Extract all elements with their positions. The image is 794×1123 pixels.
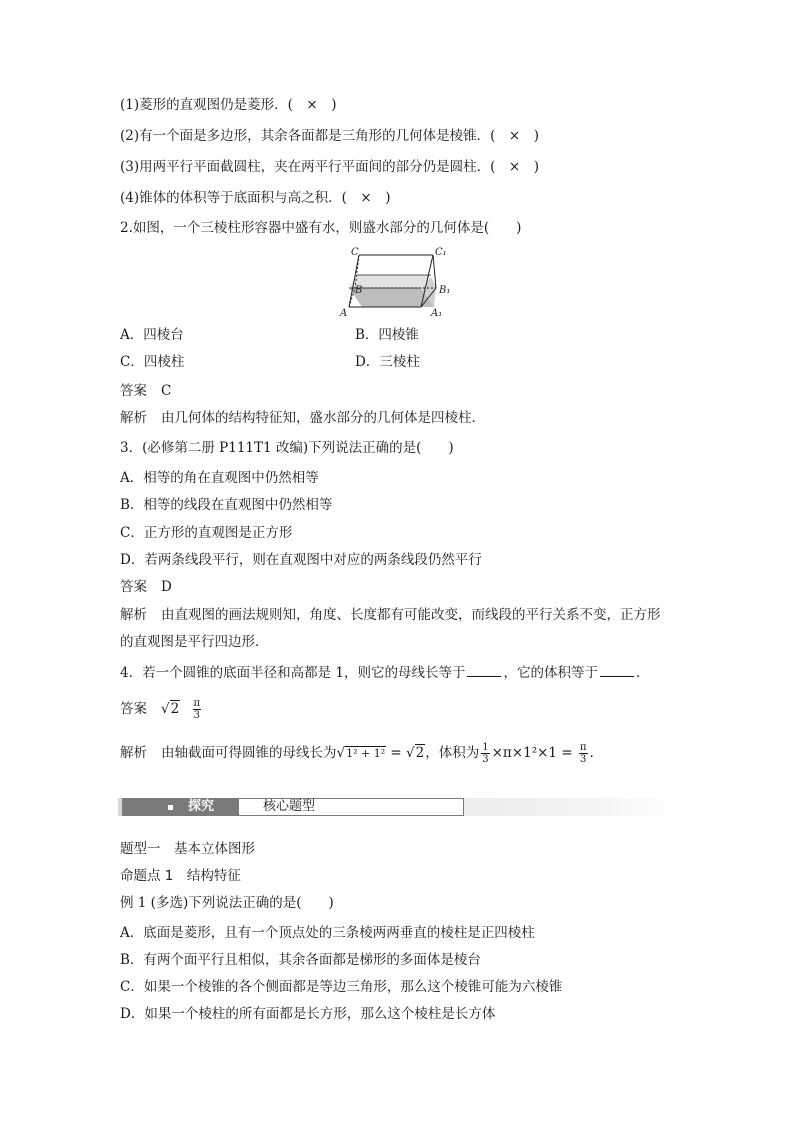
label-a: A — [340, 308, 348, 319]
q2-analysis-line — [120, 409, 485, 427]
q4-analysis-c: ×π×1²×1 = — [491, 745, 577, 761]
example-option-d: D．如果一个棱柱的所有面都是长方形，那么这个棱柱是长方体 — [120, 1006, 496, 1022]
q2-stem: 2.如图，一个三棱柱形容器中盛有水，则盛水部分的几何体是( ) — [120, 220, 522, 236]
q4-frac-2: $\frac{\pi}{3}$ — [579, 742, 587, 765]
q2-analysis: 由几何体的结构特征知，盛水部分的几何体是四棱柱． — [161, 410, 485, 426]
q4-analysis-b: ，体积为 — [425, 745, 480, 761]
q4-answer-1: √2 — [161, 701, 180, 717]
judgement-item-4: (4)锥体的体积等于底面积与高之积．( × ) — [120, 190, 391, 206]
q2-option-b: B．四棱锥 — [355, 327, 419, 343]
q3-option-b: B．相等的线段在直观图中仍然相等 — [120, 497, 333, 513]
q3-analysis-1: 由直观图的画法规则知，角度、长度都有可能改变，而线段的平行关系不变，正方形 — [161, 607, 661, 623]
q4-blank-2 — [600, 664, 634, 677]
q2-answer: C — [161, 383, 172, 399]
label-a1: A₁ — [431, 308, 443, 319]
label-b: B — [355, 285, 363, 296]
label-c: C — [351, 247, 359, 258]
q3-option-c: C．正方形的直观图是正方形 — [120, 525, 293, 541]
q2-option-a: A．四棱台 — [120, 327, 184, 343]
q3-option-d: D．若两条线段平行，则在直观图中对应的两条线段仍然平行 — [120, 552, 482, 568]
section-title: 题型一 基本立体图形 — [120, 841, 255, 857]
analysis-label: 解析 — [120, 745, 147, 761]
answer-label: 答案 — [120, 579, 147, 595]
q4-sqrt-2: √2 — [406, 745, 425, 761]
section-subtitle: 命题点 1 结构特征 — [120, 868, 241, 884]
q4-stem-b: ，它的体积等于 — [503, 665, 598, 681]
example-stem: 例 1 (多选)下列说法正确的是( ) — [120, 895, 334, 911]
q4-stem-c: ． — [635, 665, 650, 681]
q4-answer-2: $\frac{\pi}{3}$ — [193, 698, 201, 721]
q3-answer-line — [120, 578, 172, 596]
example-option-b: B．有两个面平行且相似，其余各面都是梯形的多面体是棱台 — [120, 952, 481, 968]
q4-stem — [120, 664, 649, 682]
q4-blank-1 — [467, 664, 501, 677]
q2-option-d: D．三棱柱 — [355, 354, 420, 370]
judgement-item-3: (3)用两平行平面截圆柱，夹在两平行平面间的部分仍是圆柱．( × ) — [120, 159, 539, 175]
q2-option-c: C．四棱柱 — [120, 354, 185, 370]
q3-option-a: A．相等的角在直观图中仍然相等 — [120, 470, 319, 486]
q3-stem: 3．(必修第二册 P111T1 改编)下列说法正确的是( ) — [120, 440, 454, 456]
example-option-c: C．如果一个棱锥的各个侧面都是等边三角形，那么这个棱锥可能为六棱锥 — [120, 979, 563, 995]
q3-analysis-line-2: 的直观图是平行四边形． — [120, 634, 269, 650]
q2-answer-line — [120, 382, 171, 400]
q4-sqrt-1: √1² + 1² — [336, 745, 386, 761]
judgement-item-2: (2)有一个面是多边形，其余各面都是三角形的几何体是棱锥．( × ) — [120, 128, 539, 144]
q4-answer-line — [120, 696, 203, 722]
banner-tag-core: 核心题型 — [238, 798, 464, 816]
answer-label: 答案 — [120, 701, 147, 717]
q4-analysis-a: 由轴截面可得圆锥的母线长为 — [161, 745, 337, 761]
banner-tag-explore: 探究 — [122, 798, 238, 816]
q4-analysis-line: 解析 由轴截面可得圆锥的母线长为√1² + 1² = √2，体积为 $\frac{1}{3}$ ×π×1²×1 = $\frac{\pi}{3}$ . — [120, 742, 594, 765]
judgement-item-1: (1)菱形的直观图仍是菱形．( × ) — [120, 97, 337, 113]
q4-stem-a: 4．若一个圆锥的底面半径和高都是 1，则它的母线长等于 — [120, 665, 466, 681]
analysis-label: 解析 — [120, 607, 147, 623]
q3-analysis-line-1 — [120, 606, 661, 624]
square-bullet-icon — [168, 805, 173, 810]
analysis-label: 解析 — [120, 410, 147, 426]
q4-frac-1: $\frac{1}{3}$ — [482, 742, 489, 765]
section-banner — [118, 796, 680, 818]
prism-figure — [335, 243, 465, 321]
q3-answer: D — [161, 579, 172, 595]
label-c1: C₁ — [435, 247, 447, 258]
example-option-a: A．底面是菱形，且有一个顶点处的三条棱两两垂直的棱柱是正四棱柱 — [120, 925, 535, 941]
label-b1: B₁ — [439, 285, 451, 296]
answer-label: 答案 — [120, 383, 147, 399]
